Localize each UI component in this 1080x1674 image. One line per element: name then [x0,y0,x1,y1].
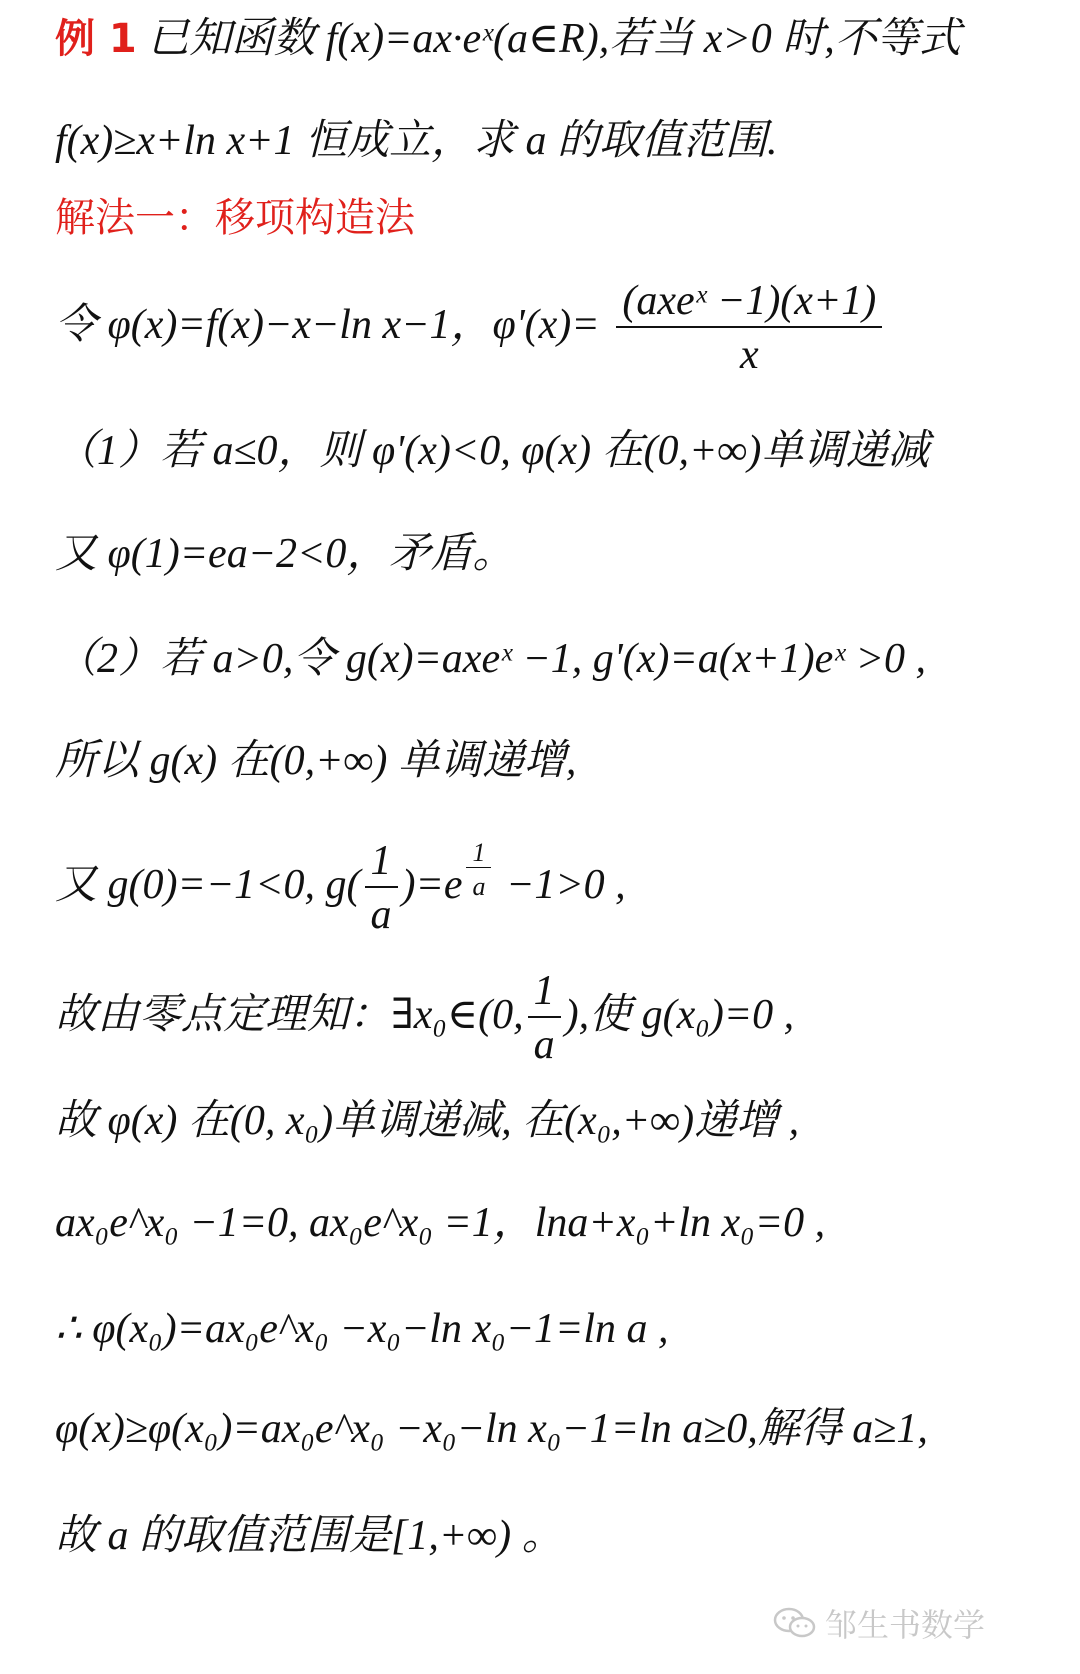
case-1-line [55,430,1060,472]
exponent-denominator: a [472,872,486,901]
one-over-a-fraction [365,840,398,936]
line-phi-derivative [55,280,1060,376]
line-2 [55,120,1060,162]
sign-check-part-a: 又 g(0)=−1<0, g( [55,862,361,908]
sign-check-part-b: )=e [401,862,463,908]
ivt-part-a: 故由零点定理知：∃x₀∈(0, [55,992,524,1038]
fraction-denominator: a [370,892,392,938]
zero-equation-line [55,1202,1060,1244]
ivt-part-b: ),使 g(x₀)=0 , [564,992,795,1038]
ivt-fraction [528,970,561,1066]
fraction-denominator: a [533,1022,555,1068]
exponent-fraction [466,840,491,900]
contradiction-line [55,533,1060,575]
phi-monotone-line [55,1100,1060,1142]
case-1-text: （1）若 a≤0，则 φ'(x)<0, φ(x) 在(0,+∞)单调递减 [55,428,930,474]
fraction-numerator: 1 [365,840,398,888]
exponent-numerator: 1 [466,840,491,868]
method-title: 解法一：移项构造法 [55,195,415,241]
watermark [773,1600,985,1646]
case-2-line [55,638,1060,680]
zero-equation-text: ax₀e^x₀ −1=0, ax₀e^x₀ =1，lna+x₀+ln x₀=0 , [55,1200,826,1246]
fraction-numerator: 1 [528,970,561,1018]
sign-check-line [55,840,1060,936]
answer-text: 故 a 的取值范围是[1,+∞) 。 [55,1513,564,1559]
phi-derivative-fraction [616,280,882,376]
fraction-numerator: (axeˣ −1)(x+1) [616,280,882,328]
case-2-text: （2）若 a>0,令 g(x)=axeˣ −1, g'(x)=a(x+1)eˣ >0 , [55,636,927,682]
watermark-text: 邹生书数学 [824,1606,985,1644]
answer-line [55,1515,1060,1557]
phi-min-line [55,1308,1060,1350]
wechat-icon [773,1606,817,1640]
phi-monotone-text: 故 φ(x) 在(0, x₀)单调递减, 在(x₀,+∞)递增 , [55,1098,800,1144]
ivt-line [55,970,1060,1066]
problem-statement-2: f(x)≥x+ln x+1 恒成立，求 a 的取值范围. [55,118,778,164]
problem-statement-1: 已知函数 f(x)=ax·eˣ(a∈R),若当 x>0 时,不等式 [136,16,961,62]
inequality-line [55,1408,1060,1450]
example-label: 例 1 [55,16,137,62]
sign-check-part-c: −1>0 , [495,862,626,908]
monotone-text: 所以 g(x) 在(0,+∞) 单调递增, [55,738,577,784]
phi-definition: 令 φ(x)=f(x)−x−ln x−1，φ'(x)= [55,302,600,348]
monotone-line [55,740,1060,782]
phi-min-text: ∴ φ(x₀)=ax₀e^x₀ −x₀−ln x₀−1=ln a , [55,1306,669,1352]
line-1 [55,18,1060,60]
contradiction-text: 又 φ(1)=ea−2<0，矛盾。 [55,531,515,577]
fraction-denominator: x [739,332,759,378]
inequality-text: φ(x)≥φ(x₀)=ax₀e^x₀ −x₀−ln x₀−1=ln a≥0,解得 a≥1, [55,1406,928,1452]
method-heading [55,195,1060,241]
